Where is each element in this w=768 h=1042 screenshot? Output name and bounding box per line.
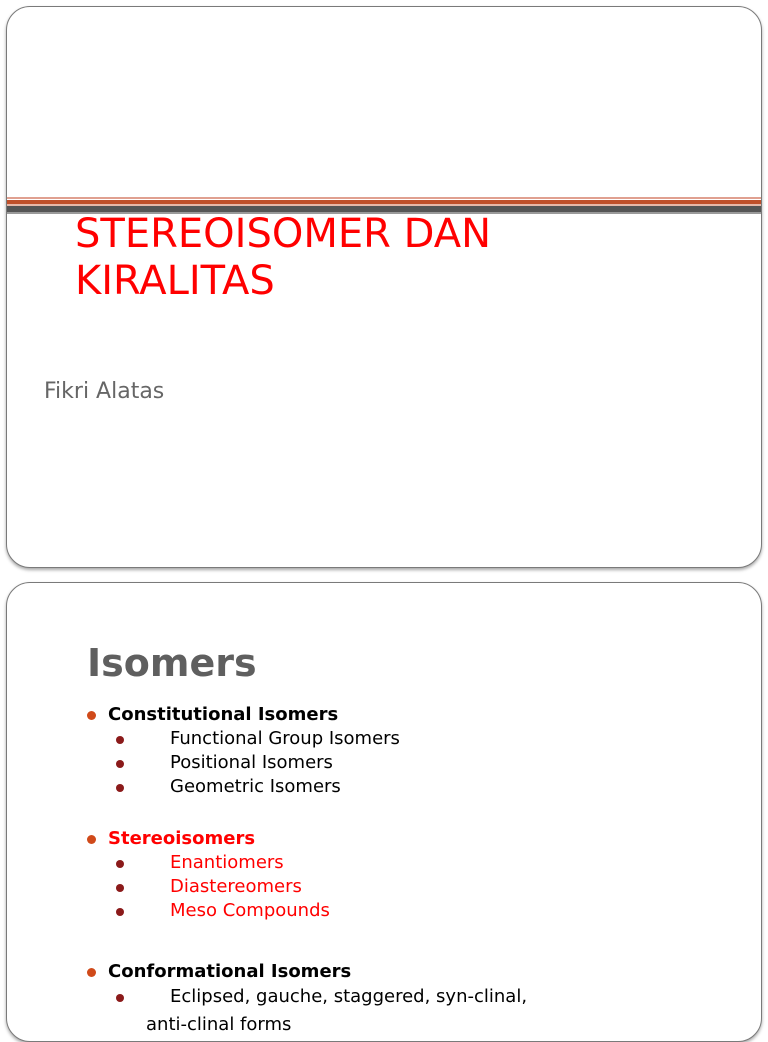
slide-heading: Isomers [87, 641, 257, 685]
bullet-icon [116, 860, 124, 868]
list-item [7, 752, 761, 776]
bullet-icon [116, 908, 124, 916]
sub-item-continuation: anti-clinal forms [146, 1014, 292, 1035]
list-item [7, 728, 761, 752]
slide-title-line2: KIRALITAS [75, 258, 275, 304]
sub-item-label: Meso Compounds [170, 900, 330, 921]
list-item [7, 852, 761, 876]
bullet-icon [116, 884, 124, 892]
decorative-stripe [7, 197, 761, 199]
bullet-icon [116, 994, 124, 1002]
list-item [7, 986, 761, 1010]
sub-item-label: Positional Isomers [170, 752, 333, 773]
bullet-icon [87, 835, 96, 844]
bullet-icon [87, 968, 96, 977]
bullet-icon [116, 760, 124, 768]
isomers-slide [6, 582, 762, 1042]
sub-item-label: Geometric Isomers [170, 776, 341, 797]
sub-item-label: Eclipsed, gauche, staggered, syn-clinal, [170, 986, 528, 1007]
bullet-icon [116, 784, 124, 792]
list-item [7, 900, 761, 924]
list-item [7, 828, 761, 852]
group-label: Constitutional Isomers [108, 704, 339, 725]
list-item [7, 704, 761, 728]
list-item [7, 876, 761, 900]
title-slide [6, 6, 762, 568]
sub-item-label: Enantiomers [170, 852, 284, 873]
sub-item-label: Functional Group Isomers [170, 728, 400, 749]
bullet-icon [116, 736, 124, 744]
bullet-icon [87, 711, 96, 720]
group-label: Conformational Isomers [108, 961, 352, 982]
group-label: Stereoisomers [108, 828, 256, 849]
list-item [7, 961, 761, 985]
sub-item-label: Diastereomers [170, 876, 302, 897]
author-name: Fikri Alatas [44, 379, 165, 404]
slide-title-line1: STEREOISOMER DAN [75, 211, 491, 257]
slide-title [75, 211, 715, 305]
list-item [7, 776, 761, 800]
